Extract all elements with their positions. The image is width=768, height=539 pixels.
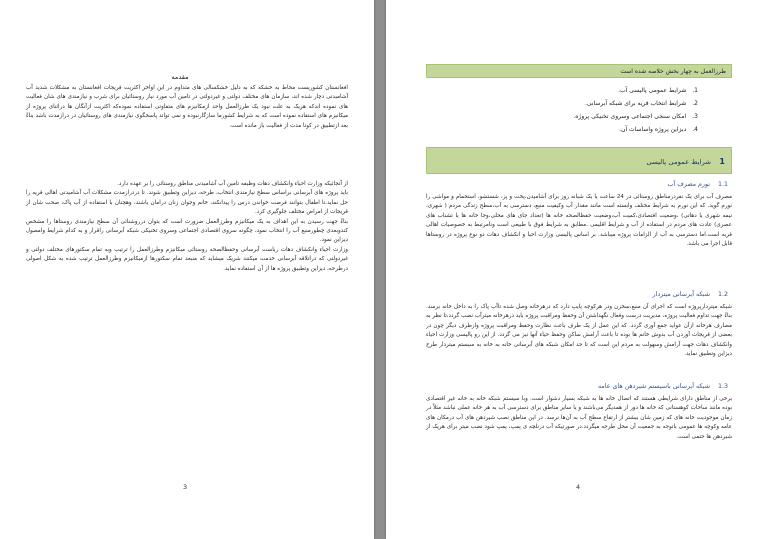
outline-text: شرایط انتخاب قریه برای شبکه آبرسانی. [584, 100, 687, 107]
subsection-number: 1.2 [717, 291, 728, 298]
subsection-number: 1.1 [717, 181, 728, 188]
intro-paragraph: افغانستان کشوریست محاط به خشکه که به دلیل خشکسالی های متداوم در این اواخر اکثریت قریجات افغانستان به مشکلات شدید آب آشامیدنی دچار شده اند، سازمان های مختلف دولتی و غیردولتی در تامین آب مورد نیاز روستائیان برای شرب و نیازمندی های شان فعالیت های نموده اندکه هریک به علت نبود یک طرزالعمل واحد ازمکانیزم های متفاوتی استفاده نموده‌که اکثریت ازآنگان ها دراثنای پروژه از میکانیزم های استفاده نموده است که به شرایط کشورما سازگارنبوده و نمی تواند پاسخگوی نیازمندی های روستائیان در درازمدت باشد بناءً بعد ازتطبیق در کوتا مدت از فعالیت باز مانده است. [26, 85, 348, 129]
subsection-heading [428, 181, 728, 188]
page-number: 4 [576, 483, 581, 491]
subsection-paragraph: مصرف آب برای یک نفردرمناطق روستائی در 24 ساعت یا یک شبانه روز برای آشامیدن،پخت و پز، شستشو، استحمام و مواشی را نورم گوید. که این نورم به شرایط مختلف وابسته است مانند مقدار آب وکیفیت منبع، دسترسی به آب،سطح زندگی مردم ( شهری، نیمه شهری یا دهاتی) ،وضعیت اقتصادی،کمیت آب،وضعیت حفظالصحه خانه ها (تعداد جای های محلی،وجا خانه ها یا تشناب های عصری) عادت های مردم در استفاده از آب و شرایط اقلیمی .مطابق به شرایط فوق با طبیعی است ونامرتبط به خصوصیات اهالی قریه است.اما دسترسی به آب از الزامات پروژه میباشد. بر اساس پالیسی وزارت احیا و انکشاف دهات دو نوع پروژه در روستاها قابل اجرا می باشد. [426, 194, 732, 248]
outline-list [478, 84, 698, 136]
body-paragraph: باید پروژه های آبرسانی براساس سطح نیازمندی انتخاب، طرحه، دیزاین وتطبیق شوند. تا دردرازمدت مشکلات آب آشامیدنی اهالی قریه را حل نماید.تا اطفال بتوانند فرصت خواندن درس را پیدانکند، خانم وجوان زنان درامان باشند، وهچنان با استفاده از آب پاک، صحت شان از قریجات از امراض مختلف جلوگیری کرد. [26, 190, 348, 216]
outline-number: 4. [692, 126, 698, 133]
outline-item [478, 84, 698, 97]
subsection-number: 1.3 [717, 383, 728, 390]
outline-number: 2. [692, 100, 698, 107]
body-text [26, 180, 348, 274]
subsection-paragraph: برخی از مناطق دارای شرایطی هستند که اتصال خانه ها به شبکه بسیار دشوار است. وبا سیستم شبکه خانه به خانه غیر اقتصادی بوده مانند ساحات کوهستانی که خانه ها دور از همدیگر می‌باشند و یا سایر مناطق برای دسترسی آب به هر خانه عملی نباشد مثلاً در زمان موجودیت خانه های که زمین شان بیشتر از ارتفاع سطح آب به آن‌ها نرسد. در این مناطق نصب شیردهن های آب درمکان های عامه وکوچه ها عمومی باتوجه به جمعیت آن محل طرحه میگردد.در صورتیکه آب درنلچه ی پمپ، پمپ شود نصب میتر برای هریک از شیردهن ها حتمی است. [426, 396, 732, 440]
subsection-title: شبکه آبرسانی باسیستم شیردهن های عامه [598, 383, 710, 390]
page-3 [0, 0, 374, 539]
outline-item [478, 123, 698, 136]
subsection-paragraph: شبکه میتردارپروژه است که اجرای آن منبع،سخزن ودر هرکوچه پایپ دارد که درهرخانه وصل شده تاآب پاک را به داخل خانه برسد. بناءً جهت تداوم فعالیت پروژه، مدیریت درست وفعال نگهداشتن آن وحفظ ومراقبت پروژه باید درهرخانه میترآب نصب گردد،تا نظر به مصارف هرخانه ازآن عواید جمع آوری گردد. که این عمل از یک طرف باعث نظارت وحفظ ومراقبت پروژه وازطرف دیگر چون در بعضی از قریجات آوردن آب بدوش خانم ها بوده تا باعث آرامش ساکن وحفظ حیاء آنها نیز می گردد. از این رو پالیسی وزارت احیاء وانکشاف دهات جهت آرامش وسهولت به مردم این است که تا حد امکان شبکه های آبرسانی خانه به خانه به سیستم میتردار طرح دیزاین وتطبیق نماید. [426, 304, 732, 358]
summary-heading-band [426, 64, 732, 78]
page-4 [386, 0, 768, 539]
outline-number: 1. [692, 87, 698, 94]
subsection-heading [428, 291, 728, 298]
subsection-title: شبکه آبرسانی میتردار [652, 291, 710, 298]
section-heading-band [426, 147, 732, 174]
subsection-heading [428, 383, 728, 390]
subsection-title: نورم مصرف آب [667, 181, 710, 188]
summary-heading: طرزالعمل به چهار بخش خلاصه شده است [620, 68, 726, 75]
outline-item [478, 97, 698, 110]
outline-text: امکان سنجی اجتماعی وسروی تخنیکی پروژه. [573, 113, 687, 120]
body-paragraph: از آنجائیکه وزارت احیاء وانکشاف دهات وظیفه تامین آب آشامیدنی مناطق روستائی را بر عهده دارد. [117, 181, 348, 187]
section-number: 1 [719, 157, 725, 166]
outline-number: 3. [692, 113, 698, 120]
body-paragraph: وزارت احیاء وانکشاف دهات ریاست آبرسانی وحفظالصحه روستائی میکانیزم وطرزالعمل را ترتیب وبه تمام سکتورهای مختلف دولتی و غیردولتی که دراتلاقه آبرسانی خدمت میکنند شریک میشاید که منبعد تمام سکتورها ازمیکانیزم وطرزالعمل ترتیب شده به شکل اصولی درطرحه، دیزاین وتطبیق پروژه ها از آن استفاده نماید. [26, 246, 348, 272]
outline-item [478, 110, 698, 123]
page-number: 3 [183, 483, 188, 491]
page-title: مقدمه [171, 72, 189, 81]
section-title: شرایط عمومی پالیسی [646, 158, 711, 166]
outline-text: دیزاین پروژه واساسات آن. [619, 126, 687, 133]
outline-text: شرایط عمومی پالیسی آب. [618, 87, 687, 94]
body-paragraph: بناءً جهت رسیدن به این اهداف به یک میکانیزم وطرزالعمل ضرورت است که بتوان درروشنائی آن سطح نیازمندی روستاها را مشخص کندوبعدی چطورمنبع آب را انتخاب نمود، چگونه سروی اقتصادی اجتماعی وسروی تخنیکی شبکه آبرسانی راقرار و به کدام شرایط وامصول دیزاین نمود. [26, 218, 348, 244]
